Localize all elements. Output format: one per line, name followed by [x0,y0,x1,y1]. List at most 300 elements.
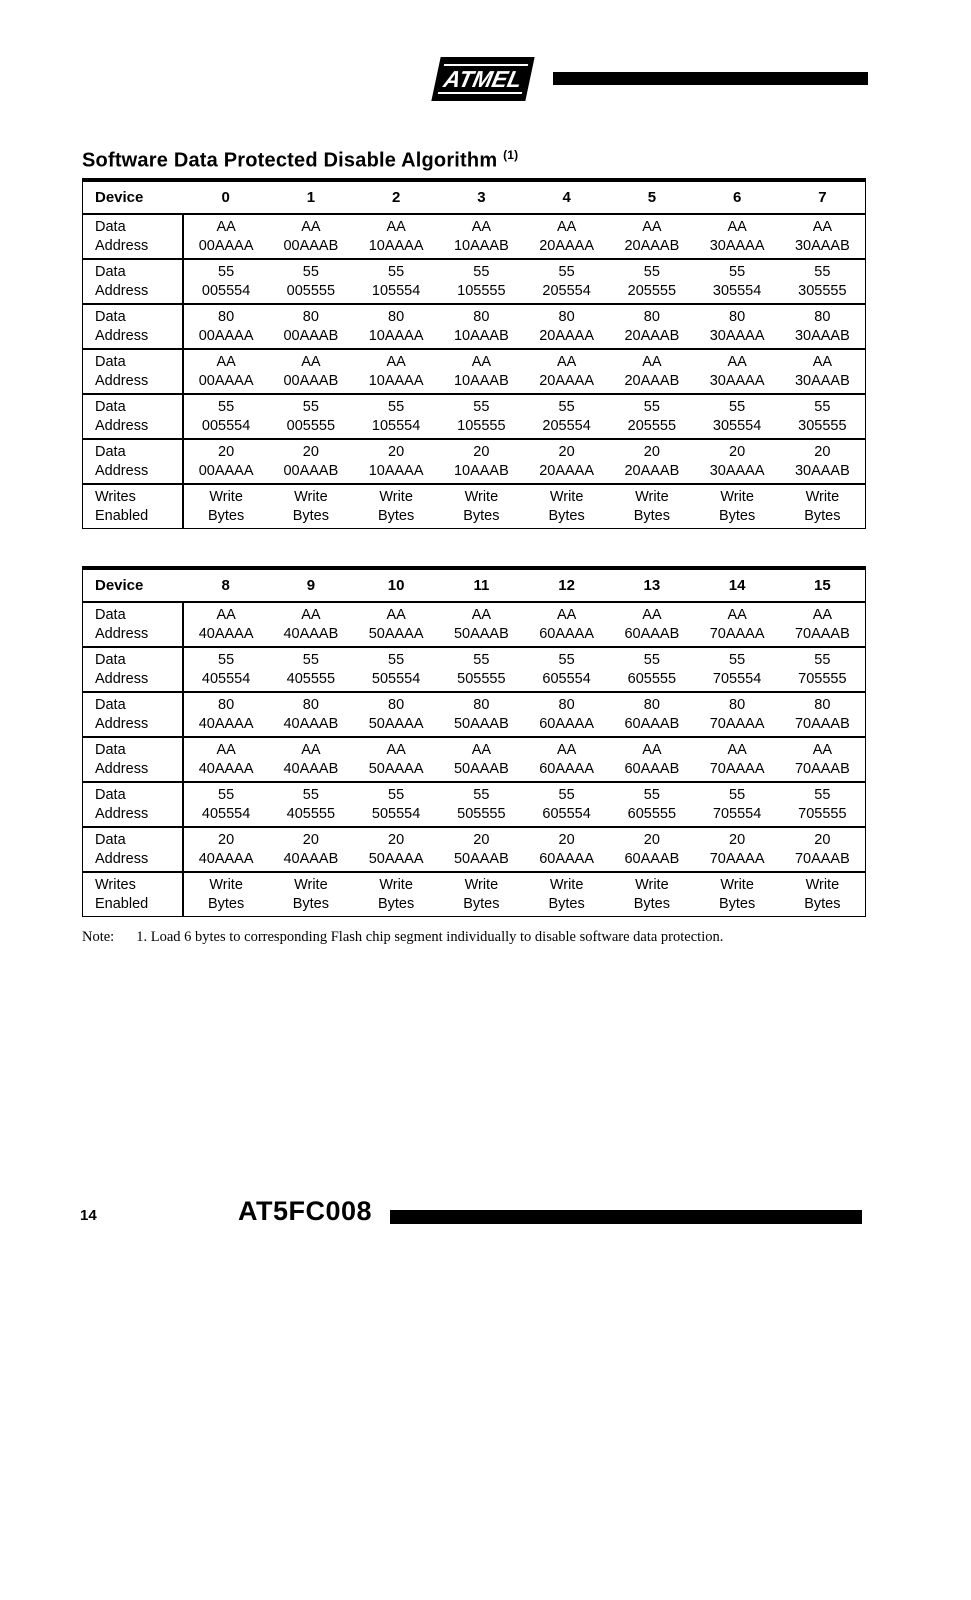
table-cell [354,439,439,484]
cell-line: 10AAAB [453,237,509,254]
table-cell [609,602,694,647]
cell-line: 20 [558,831,575,848]
cell-line: 40AAAB [283,625,339,642]
row-label-line: Data [95,606,126,623]
cell-line: Bytes [207,895,245,912]
cell-line: AA [471,741,492,758]
cell-line: 55 [729,651,746,668]
cell-line: 50AAAB [453,625,509,642]
device-column-header: 5 [609,182,694,214]
row-label-line: Address [95,327,149,344]
table-cell [695,394,780,439]
cell-line: AA [386,353,406,370]
cell-line: 305555 [798,417,847,434]
cell-line: 60AAAA [539,625,595,642]
table-cell [524,484,609,528]
row-label-line: Data [95,308,126,325]
cell-line: 10AAAB [453,462,509,479]
table-cell [354,349,439,394]
row-label [83,692,183,737]
table-cell [439,304,524,349]
cell-line: Write [294,876,328,893]
cell-line: Write [464,488,499,505]
row-label [83,259,183,304]
cell-line: 60AAAB [624,715,680,732]
cell-line: 205555 [627,282,677,299]
cell-line: 50AAAA [368,715,424,732]
cell-line: AA [556,218,577,235]
cell-line: 40AAAB [283,715,339,732]
table-cell [183,484,268,528]
cell-line: AA [642,218,662,235]
cell-line: 70AAAB [794,760,850,777]
cell-line: 40AAAA [198,625,254,642]
table-row [83,692,865,737]
table-cell [524,692,609,737]
cell-line: 005554 [201,282,251,299]
cell-line: 20 [729,831,746,848]
cell-line: 80 [643,696,660,713]
row-label-line: Data [95,651,126,668]
cell-line: 20 [643,443,660,460]
cell-line: Write [720,876,754,893]
cell-line: 00AAAB [283,372,339,389]
table-cell [439,827,524,872]
atmel-logo [431,57,534,101]
device-header-row [83,182,865,214]
cell-line: 705554 [712,670,762,687]
cell-line: 55 [558,263,575,280]
cell-line: 55 [558,651,575,668]
row-label-line: Address [95,417,149,434]
cell-line: 40AAAB [283,850,339,867]
cell-line: Write [549,876,584,893]
row-label [83,349,183,394]
row-label-line: Data [95,696,126,713]
table-row [83,214,865,259]
cell-line: AA [727,218,747,235]
cell-line: 80 [643,308,660,325]
table-cell [780,259,865,304]
cell-line: 80 [302,308,319,325]
table-cell [695,214,780,259]
table-cell [524,439,609,484]
table-cell [439,782,524,827]
table-cell [524,782,609,827]
cell-line: 55 [302,786,319,803]
table-cell [524,349,609,394]
table-cell [780,692,865,737]
table-cell [354,782,439,827]
cell-line: 505554 [371,670,421,687]
page-title-text: Software Data Protected Disable Algorithm [82,149,498,172]
cell-line: 30AAAB [794,327,850,344]
cell-line: AA [216,606,236,623]
table-row [83,484,865,528]
cell-line: 70AAAA [709,850,765,867]
device-column-header: 11 [439,570,524,602]
table-cell [695,782,780,827]
table-cell [268,484,353,528]
row-label-line: Data [95,741,126,758]
row-label-line: Address [95,670,149,687]
table-cell [354,647,439,692]
cell-line: 55 [302,651,319,668]
table-cell [268,647,353,692]
page-title-footnote-ref: (1) [503,148,519,162]
table-cell [268,304,353,349]
cell-line: Write [635,488,669,505]
cell-line: Bytes [377,895,415,912]
cell-line: Write [464,876,499,893]
cell-line: 40AAAB [283,760,339,777]
table-cell [268,214,353,259]
cell-line: 30AAAA [709,237,765,254]
cell-line: 20 [302,831,319,848]
cell-line: 10AAAB [453,327,509,344]
cell-line: Write [549,488,584,505]
cell-line: Bytes [292,895,329,912]
cell-line: 50AAAB [453,715,509,732]
cell-line: 10AAAB [453,372,509,389]
cell-line: 55 [558,398,575,415]
cell-line: Bytes [463,895,500,912]
cell-line: 40AAAA [198,760,254,777]
cell-line: 20 [473,831,490,848]
table-cell [439,439,524,484]
table-cell [524,259,609,304]
cell-line: 00AAAB [283,237,339,254]
cell-line: 305554 [712,282,762,299]
cell-line: 55 [729,786,746,803]
table-cell [183,647,268,692]
table-cell [268,782,353,827]
cell-line: Bytes [633,507,670,524]
footnote-label: Note: [82,929,115,945]
table-cell [183,259,268,304]
device-column-header: 12 [524,570,609,602]
device-column-header: 15 [780,570,865,602]
row-label-line: Data [95,398,126,415]
table-cell [780,349,865,394]
cell-line: 55 [302,398,319,415]
row-label [83,782,183,827]
row-label [83,872,183,916]
cell-line: 60AAAA [539,715,595,732]
table-cell [609,782,694,827]
row-label-line: Data [95,263,126,280]
cell-line: 705555 [798,670,847,687]
table-cell [354,304,439,349]
row-label-line: Data [95,443,126,460]
cell-line: 20 [473,443,490,460]
cell-line: Bytes [548,895,585,912]
cell-line: 00AAAA [198,327,254,344]
row-label-line: Enabled [95,507,149,524]
cell-line: 005555 [286,282,336,299]
table-cell [780,782,865,827]
cell-line: 55 [729,263,746,280]
table-cell [695,692,780,737]
device-column-header: 6 [695,182,780,214]
cell-line: 20 [814,443,831,460]
cell-line: 80 [729,308,746,325]
cell-line: AA [301,741,321,758]
row-label [83,439,183,484]
table-cell [268,394,353,439]
cell-line: 55 [218,651,235,668]
cell-line: 405555 [286,805,336,822]
cell-line: Write [379,876,413,893]
table-cell [609,304,694,349]
cell-line: 105554 [371,417,421,434]
cell-line: 50AAAB [453,850,509,867]
cell-line: 55 [814,398,831,415]
table-cell [780,394,865,439]
cell-line: 55 [473,786,490,803]
cell-line: 55 [643,651,660,668]
row-label-line: Data [95,831,126,848]
table-row [83,827,865,872]
table-row [83,737,865,782]
cell-line: 005555 [286,417,336,434]
row-label-line: Data [95,218,126,235]
row-label-line: Address [95,715,149,732]
atmel-logo-text: ATMEL [441,65,525,92]
cell-line: 505554 [371,805,421,822]
table-row [83,602,865,647]
cell-line: 20AAAB [624,372,680,389]
cell-line: 55 [558,786,575,803]
cell-line: 55 [814,786,831,803]
cell-line: AA [471,353,492,370]
cell-line: 80 [388,308,405,325]
table-cell [695,602,780,647]
cell-line: 205554 [542,282,591,299]
table-cell [354,737,439,782]
device-column-header: 10 [354,570,439,602]
table-cell [183,692,268,737]
cell-line: 40AAAA [198,715,254,732]
table-cell [439,737,524,782]
cell-line: 60AAAB [624,760,680,777]
footnote [82,929,723,946]
device-header-row [83,570,865,602]
table-cell [439,602,524,647]
cell-line: AA [386,606,406,623]
table-cell [609,259,694,304]
table-cell [354,872,439,916]
cell-line: AA [386,741,406,758]
cell-line: 55 [473,263,490,280]
cell-line: 80 [473,696,490,713]
row-label-line: Data [95,353,126,370]
cell-line: 00AAAA [198,372,254,389]
cell-line: 40AAAA [198,850,254,867]
table-cell [183,439,268,484]
footnote-text: 1. Load 6 bytes to corresponding Flash chip segment individually to disable software data protection. [136,929,724,945]
table-cell [354,214,439,259]
row-label-line: Address [95,805,149,822]
table-cell [780,484,865,528]
cell-line: Bytes [292,507,329,524]
cell-line: 80 [814,696,831,713]
cell-line: 30AAAA [709,327,765,344]
table-cell [780,439,865,484]
row-label-line: Address [95,282,149,299]
cell-line: AA [727,606,747,623]
table-cell [439,214,524,259]
cell-line: 30AAAB [794,237,850,254]
product-name: AT5FC008 [238,1196,373,1226]
cell-line: 55 [814,263,831,280]
cell-line: 00AAAB [283,462,339,479]
cell-line: 20 [388,443,405,460]
cell-line: 55 [643,398,660,415]
header-rule [553,72,868,85]
table-cell [695,349,780,394]
table-cell [609,484,694,528]
row-label-line: Writes [95,876,136,893]
table-row [83,349,865,394]
row-label [83,602,183,647]
table-cell [268,602,353,647]
cell-line: 20AAAA [539,237,595,254]
cell-line: 10AAAA [368,327,424,344]
cell-line: 60AAAA [539,760,595,777]
device-header-label: Device [83,182,183,214]
row-label-line: Address [95,237,149,254]
cell-line: AA [727,741,747,758]
table-cell [439,349,524,394]
cell-line: AA [216,353,236,370]
cell-line: AA [301,218,321,235]
cell-line: AA [727,353,747,370]
cell-line: 20AAAA [539,327,595,344]
device-column-header: 9 [268,570,353,602]
cell-line: Write [209,488,243,505]
cell-line: Write [209,876,243,893]
cell-line: AA [812,353,833,370]
table-cell [439,647,524,692]
table-cell [439,872,524,916]
table-cell [268,439,353,484]
cell-line: 55 [218,786,235,803]
cell-line: AA [301,353,321,370]
table-cell [183,602,268,647]
cell-line: 405554 [201,670,251,687]
table-cell [439,484,524,528]
row-label [83,214,183,259]
table-cell [780,647,865,692]
table-cell [183,304,268,349]
cell-line: AA [556,353,577,370]
cell-line: 20AAAB [624,462,680,479]
table-cell [439,259,524,304]
cell-line: AA [386,218,406,235]
cell-line: 50AAAA [368,850,424,867]
cell-line: AA [812,606,833,623]
table-cell [609,647,694,692]
row-label [83,484,183,528]
cell-line: 55 [473,398,490,415]
table-row [83,394,865,439]
cell-line: 30AAAA [709,462,765,479]
table-cell [183,782,268,827]
cell-line: AA [812,741,833,758]
cell-line: Bytes [548,507,585,524]
cell-line: 70AAAB [794,850,850,867]
cell-line: 305554 [712,417,762,434]
cell-line: 30AAAB [794,372,850,389]
row-label [83,737,183,782]
row-label [83,647,183,692]
table-cell [695,484,780,528]
table-cell [524,872,609,916]
cell-line: AA [216,741,236,758]
cell-line: Bytes [718,895,756,912]
cell-line: 705555 [798,805,847,822]
device-column-header: 14 [695,570,780,602]
cell-line: 55 [729,398,746,415]
cell-line: 205554 [542,417,591,434]
table-cell [609,827,694,872]
table-cell [183,394,268,439]
table-cell [524,304,609,349]
cell-line: 80 [218,696,235,713]
device-column-header: 8 [183,570,268,602]
cell-line: 20AAAA [539,462,595,479]
footer-rule [390,1210,862,1224]
cell-line: 55 [814,651,831,668]
cell-line: 10AAAA [368,237,424,254]
table-cell [695,304,780,349]
cell-line: 105555 [457,282,506,299]
table-cell [609,872,694,916]
device-column-header: 1 [268,182,353,214]
table-cell [524,214,609,259]
row-label [83,304,183,349]
cell-line: 405554 [201,805,251,822]
device-table-2 [82,566,866,917]
cell-line: Bytes [718,507,756,524]
cell-line: 30AAAA [709,372,765,389]
cell-line: 80 [473,308,490,325]
table-cell [780,304,865,349]
cell-line: AA [216,218,236,235]
row-label [83,827,183,872]
cell-line: 20AAAA [539,372,595,389]
cell-line: 20 [814,831,831,848]
table-row [83,872,865,916]
cell-line: 50AAAB [453,760,509,777]
cell-line: 80 [218,308,235,325]
cell-line: 00AAAA [198,237,254,254]
table-cell [609,737,694,782]
cell-line: 55 [302,263,319,280]
device-column-header: 2 [354,182,439,214]
cell-line: AA [556,606,577,623]
cell-line: Bytes [804,895,841,912]
table-cell [524,827,609,872]
cell-line: AA [301,606,321,623]
cell-line: 55 [473,651,490,668]
device-table-1 [82,178,866,529]
cell-line: 55 [388,398,405,415]
cell-line: Write [635,876,669,893]
cell-line: 80 [558,696,575,713]
cell-line: 20 [218,443,235,460]
